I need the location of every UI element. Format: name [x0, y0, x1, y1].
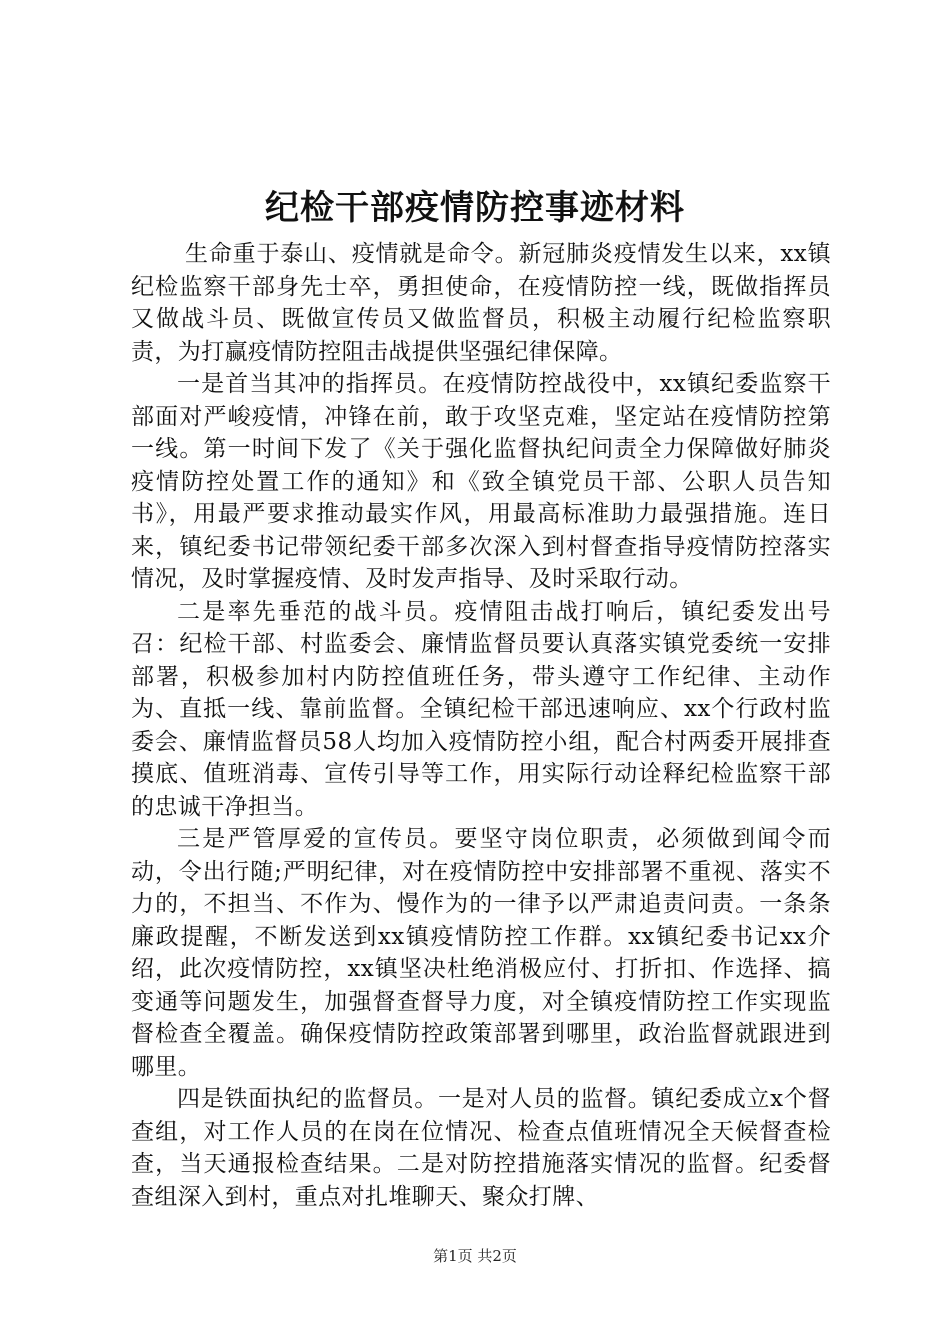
page-number-footer: 第1页 共2页 — [433, 1247, 517, 1265]
document-title: 纪检干部疫情防控事迹材料 — [265, 188, 685, 228]
paragraph-intro: 生命重于泰山、疫情就是命令。新冠肺炎疫情发生以来，xx镇纪检监察干部身先士卒，勇担使命，在疫情防控一线，既做指挥员又做战斗员、既做宣传员又做监督员，积极主动履行纪检监察职责，为打赢疫情防控阻击战提供坚强纪律保障。 — [131, 241, 831, 365]
paragraph-publicist: 三是严管厚爱的宣传员。要坚守岗位职责，必须做到闻令而动，令出行随;严明纪律，对在疫情防控中安排部署不重视、落实不力的，不担当、不作为、慢作为的一律予以严肃追责问责。一条条廉政提醒，不断发送到xx镇疫情防控工作群。xx镇纪委书记xx介绍，此次疫情防控，xx镇坚决杜绝消极应付、打折扣、作选择、搞变通等问题发生，加强督查督导力度，对全镇疫情防控工作实现监督检查全覆盖。确保疫情防控政策部署到哪里，政治监督就跟进到哪里。 — [131, 826, 831, 1080]
document-body — [131, 238, 831, 1213]
paragraph-fighter: 二是率先垂范的战斗员。疫情阻击战打响后，镇纪委发出号召：纪检干部、村监委会、廉情监督员要认真落实镇党委统一安排部署，积极参加村内防控值班任务，带头遵守工作纪律、主动作为、直抵一线、靠前监督。全镇纪检干部迅速响应、xx个行政村监委会、廉情监督员58人均加入疫情防控小组，配合村两委开展排查摸底、值班消毒、宣传引导等工作，用实际行动诠释纪检监察干部的忠诚干净担当。 — [131, 598, 831, 820]
paragraph-commander: 一是首当其冲的指挥员。在疫情防控战役中，xx镇纪委监察干部面对严峻疫情，冲锋在前，敢于攻坚克难，坚定站在疫情防控第一线。第一时间下发了《关于强化监督执纪问责全力保障做好肺炎疫情防控处置工作的通知》和《致全镇党员干部、公职人员告知书》，用最严要求推动最实作风，用最高标准助力最强措施。连日来，镇纪委书记带领纪委干部多次深入到村督查指导疫情防控落实情况，及时掌握疫情、及时发声指导、及时采取行动。 — [131, 371, 831, 592]
paragraph-supervisor: 四是铁面执纪的监督员。一是对人员的监督。镇纪委成立x个督查组，对工作人员的在岗在位情况、检查点值班情况全天候督查检查，当天通报检查结果。二是对防控措施落实情况的监督。纪委督查组深入到村，重点对扎堆聊天、聚众打牌、 — [131, 1086, 831, 1210]
